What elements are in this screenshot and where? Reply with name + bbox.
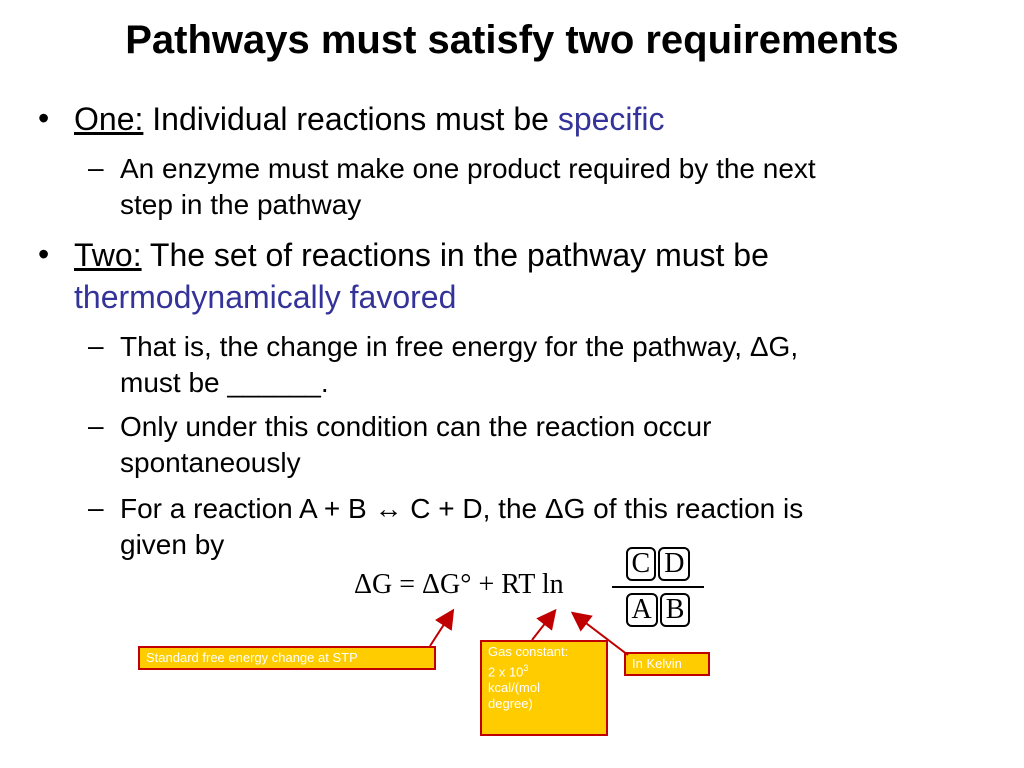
free-energy-equation: ΔG = ΔG° + RT ln bbox=[354, 569, 564, 600]
bullet-two-sub1-line1: That is, the change in free energy for the pathway, ΔG, bbox=[120, 331, 799, 362]
bullet-icon: • bbox=[38, 100, 50, 136]
gas-constant-callout bbox=[480, 640, 608, 736]
kelvin-callout: In Kelvin bbox=[624, 652, 710, 676]
bullet-two-sub3-line2: given by bbox=[120, 529, 225, 560]
gas-constant-line4: degree) bbox=[488, 696, 533, 712]
gas-constant-line2 bbox=[488, 660, 600, 680]
slide-title: Pathways must satisfy two requirements bbox=[125, 18, 899, 62]
bullet-one bbox=[74, 100, 665, 138]
equation-numerator bbox=[612, 546, 704, 582]
dash-icon: – bbox=[88, 152, 104, 183]
gas-constant-value: 2 x 10 bbox=[488, 664, 524, 680]
conc-a: A bbox=[626, 593, 658, 627]
gas-constant-line3: kcal/(mol bbox=[488, 680, 541, 696]
bullet-two-highlight: thermodynamically favored bbox=[74, 279, 457, 315]
bullet-two-label: Two: bbox=[74, 237, 142, 273]
bullet-two-sub1-line2: must be ______. bbox=[120, 367, 329, 398]
arrow-gas-constant bbox=[532, 612, 554, 640]
arrow-standard bbox=[430, 612, 452, 646]
conc-d: D bbox=[658, 547, 690, 581]
conc-b: B bbox=[660, 593, 691, 627]
bullet-two bbox=[74, 236, 769, 274]
bullet-two-sub2-line1: Only under this condition can the reaction occur bbox=[120, 411, 712, 442]
bullet-two-sub2-line2: spontaneously bbox=[120, 447, 301, 478]
bullet-icon: • bbox=[38, 236, 50, 272]
bullet-one-highlight: specific bbox=[557, 101, 665, 137]
gas-constant-line1: Gas constant: bbox=[488, 644, 569, 659]
bullet-one-sub-line2: step in the pathway bbox=[120, 189, 362, 220]
bullet-two-text: The set of reactions in the pathway must be bbox=[141, 237, 769, 273]
equation-denominator bbox=[612, 592, 704, 628]
gas-constant-exponent: 3 bbox=[523, 663, 529, 673]
dash-icon: – bbox=[88, 410, 104, 441]
conc-c: C bbox=[626, 547, 657, 581]
bullet-one-sub-line1: An enzyme must make one product required by the next bbox=[120, 153, 816, 184]
bullet-one-label: One: bbox=[74, 101, 144, 137]
bullet-two-sub3-line1: For a reaction A + B ↔ C + D, the ΔG of this reaction is bbox=[120, 493, 804, 524]
fraction-bar bbox=[612, 586, 704, 588]
bullet-one-text: Individual reactions must be bbox=[143, 101, 558, 137]
standard-free-energy-callout: Standard free energy change at STP bbox=[138, 646, 436, 670]
dash-icon: – bbox=[88, 330, 104, 361]
dash-icon: – bbox=[88, 492, 104, 523]
equation-fraction bbox=[612, 546, 704, 628]
